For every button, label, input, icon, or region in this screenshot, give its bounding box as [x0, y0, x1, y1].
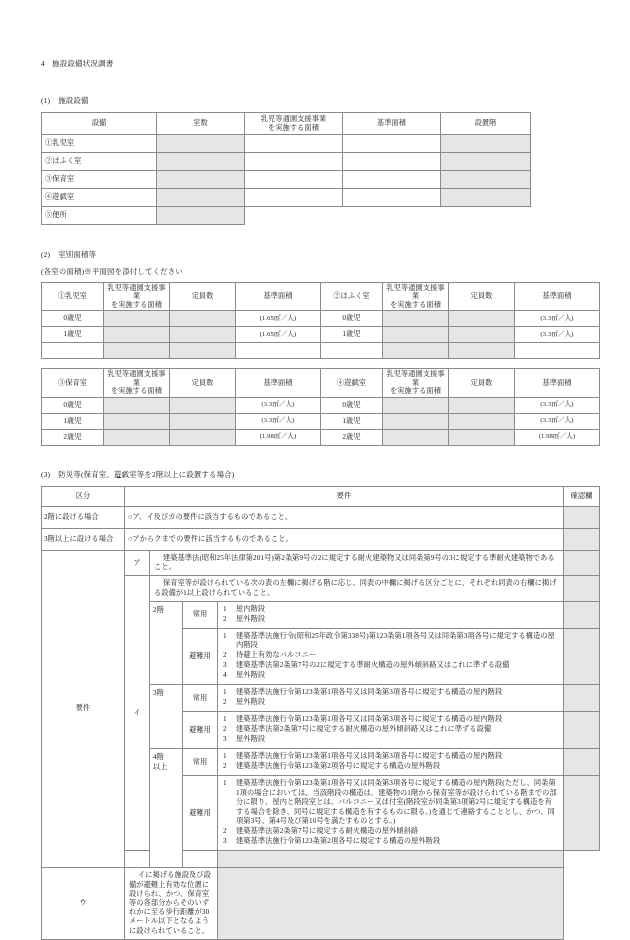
disaster-check-2f-joyou[interactable]: [564, 601, 600, 628]
disaster-header-row: [42, 486, 600, 506]
section2-note: (各室の面積)※平面図を添付してください: [41, 267, 183, 276]
section2-title: 室別面積等: [58, 250, 97, 259]
table-row: [42, 189, 531, 207]
room-jigyou-area-field[interactable]: [383, 311, 449, 327]
disaster-item-mark-i: イ: [125, 576, 150, 851]
room-title-yugishitsu: ④遊戯室: [321, 369, 383, 397]
table-row: [42, 397, 600, 413]
room-standard-area-value: [515, 343, 600, 359]
room-area-header-row: [42, 369, 600, 397]
disaster-condition-3f: ○アからクまでの要件に該当するものであること。: [125, 528, 564, 550]
disaster-check-3f-joyou[interactable]: [564, 685, 600, 712]
room-col-jigyou-line1: 乳児等通園支援事業: [107, 284, 166, 301]
room-jigyou-area-field[interactable]: [383, 343, 449, 359]
facility-jigyou-area-field[interactable]: [245, 171, 343, 189]
section1-title: 施設設備: [58, 96, 89, 105]
room-age-label: 1歳児: [42, 413, 104, 429]
room-standard-area-value: (1.98㎡／人): [515, 429, 600, 445]
disaster-use-hinan: 避難用: [183, 776, 218, 851]
facility-col-jigyou-area-line2: を実施する面積: [267, 123, 319, 132]
disaster-check-4f-joyou[interactable]: [564, 749, 600, 776]
list-item: 2 建築基準法第2条第7号に規定する耐火構造の屋外傾斜路: [223, 827, 419, 836]
room-col-jigyou-line2: を実施する面積: [389, 387, 441, 396]
disaster-floor-2f: 2階: [150, 601, 183, 685]
facility-standard-area-field[interactable]: [343, 153, 441, 171]
facility-row-label: ⑤便所: [42, 207, 157, 225]
facility-empty-cell: [245, 207, 343, 225]
room-title-hoikushitsu: ③保育室: [42, 369, 104, 397]
facility-roomcount-field[interactable]: [157, 189, 245, 207]
room-col-jigyou-area: [104, 369, 170, 397]
room-col-jigyou-line2: を実施する面積: [389, 300, 441, 309]
room-area-table-lower: [41, 368, 600, 445]
table-row: [42, 528, 600, 550]
room-standard-area-value: [236, 343, 321, 359]
room-capacity-field[interactable]: [170, 311, 236, 327]
facility-floor-field[interactable]: [441, 189, 531, 207]
list-item: 2 屋外階段: [223, 614, 266, 623]
facility-col-jigyou-area-line1: 乳児等通園支援事業: [260, 115, 327, 124]
table-row: [42, 429, 600, 445]
table-row: [42, 506, 600, 528]
section3-title: 防災等(保育室、遊戯室等を2階以上に設置する場合): [58, 469, 235, 479]
table-row: [42, 327, 600, 343]
list-item: 4 屋外階段: [223, 671, 266, 680]
room-age-label: 1歳児: [321, 413, 383, 429]
disaster-use-joyou: 常用: [183, 685, 218, 712]
facility-empty-cell: [343, 207, 441, 225]
facility-roomcount-field[interactable]: [157, 153, 245, 171]
room-capacity-field[interactable]: [170, 413, 236, 429]
disaster-floor-4f: [150, 749, 183, 868]
room-col-capacity: 定員数: [449, 369, 515, 397]
room-capacity-field[interactable]: [170, 343, 236, 359]
table-row: [42, 135, 531, 153]
room-capacity-field[interactable]: [449, 343, 515, 359]
table-row: [42, 413, 600, 429]
disaster-item-mark-a: ア: [125, 550, 150, 575]
room-capacity-field[interactable]: [449, 413, 515, 429]
room-col-standard-area: 基準面積: [236, 369, 321, 397]
room-jigyou-area-field[interactable]: [383, 429, 449, 445]
facility-empty-cell: [441, 207, 531, 225]
disaster-check-i[interactable]: [564, 576, 600, 601]
section2-label: (2): [41, 250, 51, 259]
list-item: 1 建築基準法施行令第123条第1項各号又は同条第3項各号に規定する構造の屋内階段: [223, 688, 503, 697]
facility-roomcount-field[interactable]: [157, 171, 245, 189]
section3-heading: [41, 469, 600, 480]
room-age-label: 0歳児: [321, 311, 383, 327]
room-capacity-field[interactable]: [170, 429, 236, 445]
room-standard-area-value: (3.3㎡／人): [515, 327, 600, 343]
room-area-table-upper: [41, 282, 600, 359]
room-jigyou-area-field[interactable]: [104, 327, 170, 343]
room-col-jigyou-line2: を実施する面積: [110, 300, 162, 309]
room-col-capacity: 定員数: [449, 283, 515, 311]
facility-standard-area-field[interactable]: [343, 171, 441, 189]
facility-col-roomcount: 室数: [157, 113, 245, 135]
disaster-floor-4f-line2: 以上: [153, 762, 168, 771]
room-capacity-field[interactable]: [170, 327, 236, 343]
table-row: [42, 550, 600, 575]
disaster-check-2f[interactable]: [564, 506, 600, 528]
room-age-label: 1歳児: [42, 327, 104, 343]
table-row-spacer: [42, 851, 600, 868]
disaster-youken-label: 要件: [42, 550, 125, 867]
room-capacity-field[interactable]: [449, 429, 515, 445]
room-area-tables: [41, 282, 600, 446]
room-col-capacity: 定員数: [170, 369, 236, 397]
disaster-use-hinan: 避難用: [183, 712, 218, 749]
room-jigyou-area-field[interactable]: [104, 413, 170, 429]
facility-row-label: ④遊戯室: [42, 189, 157, 207]
list-item: 2 屋外階段: [223, 698, 266, 707]
disaster-col-youken: 要件: [125, 486, 564, 506]
disaster-check-2f-hinan[interactable]: [564, 628, 600, 685]
list-item: 1 屋内階段: [223, 604, 266, 613]
room-standard-area-value: (1.98㎡／人): [236, 429, 321, 445]
room-jigyou-area-field[interactable]: [383, 397, 449, 413]
room-col-jigyou-line1: 乳児等通園支援事業: [386, 284, 445, 301]
room-jigyou-area-field[interactable]: [104, 311, 170, 327]
list-item: 1 建築基準法施行令第123条第1項各号又は同条第3項各号に規定する構造の屋内階段: [223, 752, 503, 761]
room-jigyou-area-field[interactable]: [104, 343, 170, 359]
room-age-label: [42, 343, 104, 359]
disaster-prevention-table: [41, 486, 600, 940]
table-row: [42, 576, 600, 601]
disaster-use-joyou: 常用: [183, 601, 218, 628]
room-capacity-field[interactable]: [170, 397, 236, 413]
room-age-label: 2歳児: [321, 429, 383, 445]
list-item: 2 建築基準法第2条第7号に規定する耐火構造の屋外傾斜路又はこれに準ずる設備: [223, 725, 492, 734]
room-age-label: [321, 343, 383, 359]
table-row: [42, 868, 600, 940]
room-capacity-field[interactable]: [449, 311, 515, 327]
disaster-equipment-list: [218, 685, 564, 712]
room-age-label: 1歳児: [321, 327, 383, 343]
room-age-label: 0歳児: [321, 397, 383, 413]
room-col-standard-area: 基準面積: [236, 283, 321, 311]
facility-floor-field[interactable]: [441, 153, 531, 171]
facility-row-label: ②ほふく室: [42, 153, 157, 171]
room-standard-area-value: (1.65㎡／人): [236, 311, 321, 327]
room-col-jigyou-area: [383, 283, 449, 311]
room-col-jigyou-line2: を実施する面積: [110, 387, 162, 396]
facility-col-equipment: 設備: [42, 113, 157, 135]
facility-floor-field[interactable]: [441, 135, 531, 153]
facility-col-floor: 設置階: [441, 113, 531, 135]
facility-jigyou-area-field[interactable]: [245, 189, 343, 207]
facility-roomcount-field[interactable]: [157, 135, 245, 153]
disaster-equipment-list: [218, 712, 564, 749]
disaster-kubun-3f: 3階以上に設ける場合: [42, 528, 125, 550]
facility-roomcount-field[interactable]: [157, 207, 245, 225]
facility-equipment-table: [41, 112, 531, 225]
room-capacity-field[interactable]: [449, 397, 515, 413]
room-area-header-row: [42, 283, 600, 311]
section1-label: (1): [41, 96, 51, 105]
table-row: [42, 153, 531, 171]
room-jigyou-area-field[interactable]: [383, 413, 449, 429]
room-col-jigyou-area: [383, 369, 449, 397]
disaster-equipment-list: [218, 749, 564, 776]
table-row: [42, 311, 600, 327]
list-item: 1 建築基準法施行令第123条第1項各号又は同条第3項各号に規定する構造の屋内階段: [223, 715, 503, 724]
disaster-check-3f-hinan[interactable]: [564, 712, 600, 749]
room-age-label: 0歳児: [42, 397, 104, 413]
disaster-col-kakunin: 確認欄: [564, 486, 600, 506]
disaster-equipment-list: [218, 601, 564, 628]
disaster-check-u[interactable]: [218, 868, 564, 940]
section1-heading: [41, 95, 600, 106]
disaster-equipment-list: [218, 776, 564, 851]
disaster-check-4f-hinan[interactable]: [564, 776, 600, 851]
facility-table-header-row: [42, 113, 531, 135]
facility-col-standard-area: 基準面積: [343, 113, 441, 135]
page-title: [41, 58, 600, 69]
room-col-jigyou-area: [104, 283, 170, 311]
room-title-nyujishitsu: ①乳児室: [42, 283, 104, 311]
disaster-use-joyou: 常用: [183, 749, 218, 776]
room-age-label: 2歳児: [42, 429, 104, 445]
disaster-item-text-a: 建築基準法(昭和25年法律第201号)第2条第9号の2に規定する耐火建築物又は同条第9号の3に規定する準耐火建築物であること。: [150, 550, 564, 575]
facility-row-label: ③保育室: [42, 171, 157, 189]
disaster-item-text-u: イに掲げる施設及び設備が避難上有効な位置に設けられ、かつ、保育室等の各部分からそのいずれかに至る歩行距離が30メートル以下となるように設けられていること。: [125, 868, 218, 940]
room-col-jigyou-line1: 乳児等通園支援事業: [107, 370, 166, 387]
disaster-check-3f[interactable]: [564, 528, 600, 550]
section2-heading: [41, 249, 600, 260]
room-col-capacity: 定員数: [170, 283, 236, 311]
facility-standard-area-field[interactable]: [343, 135, 441, 153]
room-age-label: 0歳児: [42, 311, 104, 327]
room-jigyou-area-field[interactable]: [104, 397, 170, 413]
disaster-floor-3f: 3階: [150, 685, 183, 749]
disaster-use-hinan: 避難用: [183, 628, 218, 685]
list-item: 2 建築基準法施行令第123条第2項各号に規定する構造の屋外階段: [223, 762, 441, 771]
disaster-item-text-i: 保育室等が設けられている次の表の左欄に掲げる階に応じ、同表の中欄に掲げる区分ごとに、それぞれ同表の右欄に掲げる設備が1以上設けられていること。: [150, 576, 564, 601]
room-jigyou-area-field[interactable]: [104, 429, 170, 445]
room-capacity-field[interactable]: [449, 327, 515, 343]
room-standard-area-value: (3.3㎡／人): [236, 397, 321, 413]
facility-standard-area-field[interactable]: [343, 189, 441, 207]
room-standard-area-value: (3.3㎡／人): [515, 397, 600, 413]
disaster-item-mark-u: ウ: [42, 868, 125, 940]
table-row: [42, 171, 531, 189]
room-standard-area-value: (1.65㎡／人): [236, 327, 321, 343]
room-standard-area-value: (3.3㎡／人): [515, 413, 600, 429]
page-title-number: 4: [41, 59, 45, 68]
room-col-standard-area: 基準面積: [515, 283, 600, 311]
disaster-col-kubun: 区分: [42, 486, 125, 506]
list-item: 3 建築基準法施行令第123条第2項各号に規定する構造の屋外階段: [223, 837, 441, 846]
section3-label: (3): [41, 469, 51, 479]
facility-row-label: ①乳児室: [42, 135, 157, 153]
table-row: [42, 343, 600, 359]
list-item: 1 建築基準法施行令第123条第1項各号又は同条第3項各号に規定する構造の屋内階段(ただし、同条第1項の場合においては、当該階段の構造は、建築物の1階から保育室等が設けられている階までの部分に限り、屋内と階段室とは、バルコニー又は付室(階段室が同条第3項第2号に規定する構造を有する場合を除き、同号に規定する構造を有するものに限る。)を通じて連絡することとし、かつ、同項第3号、第4号及び第10号を満たすものとする。): [223, 779, 557, 826]
disaster-spacer-body: [183, 851, 218, 868]
facility-jigyou-area-field[interactable]: [245, 153, 343, 171]
disaster-kubun-2f: 2階に設ける場合: [42, 506, 125, 528]
facility-col-jigyou-area: [245, 113, 343, 135]
room-col-jigyou-line1: 乳児等通園支援事業: [386, 370, 445, 387]
disaster-equipment-list: [218, 628, 564, 685]
room-standard-area-value: (3.3㎡／人): [236, 413, 321, 429]
room-col-standard-area: 基準面積: [515, 369, 600, 397]
disaster-condition-2f: ○ア、イ及びカの要件に該当するものであること。: [125, 506, 564, 528]
disaster-spacer-check[interactable]: [218, 851, 564, 868]
facility-jigyou-area-field[interactable]: [245, 135, 343, 153]
table-row: [42, 207, 531, 225]
disaster-check-a[interactable]: [564, 550, 600, 575]
list-item: 3 屋外階段: [223, 735, 266, 744]
list-item: 3 建築基準法第2条第7号の2に規定する準耐火構造の屋外傾斜路又はこれに準ずる設備: [223, 661, 510, 670]
room-jigyou-area-field[interactable]: [383, 327, 449, 343]
room-title-hofukushitsu: ②ほふく室: [321, 283, 383, 311]
disaster-spacer-use: [125, 851, 150, 868]
facility-floor-field[interactable]: [441, 171, 531, 189]
list-item: 1 建築基準法施行令(昭和25年政令第338号)第123条第1項各号又は同条第3項各号に規定する構造の屋内階段: [223, 631, 555, 650]
room-standard-area-value: (3.3㎡／人): [515, 311, 600, 327]
list-item: 2 待避上有効なバルコニー: [223, 651, 317, 660]
page-title-text: 施設設備状況調書: [52, 59, 114, 68]
disaster-floor-4f-line1: 4階: [153, 753, 164, 762]
